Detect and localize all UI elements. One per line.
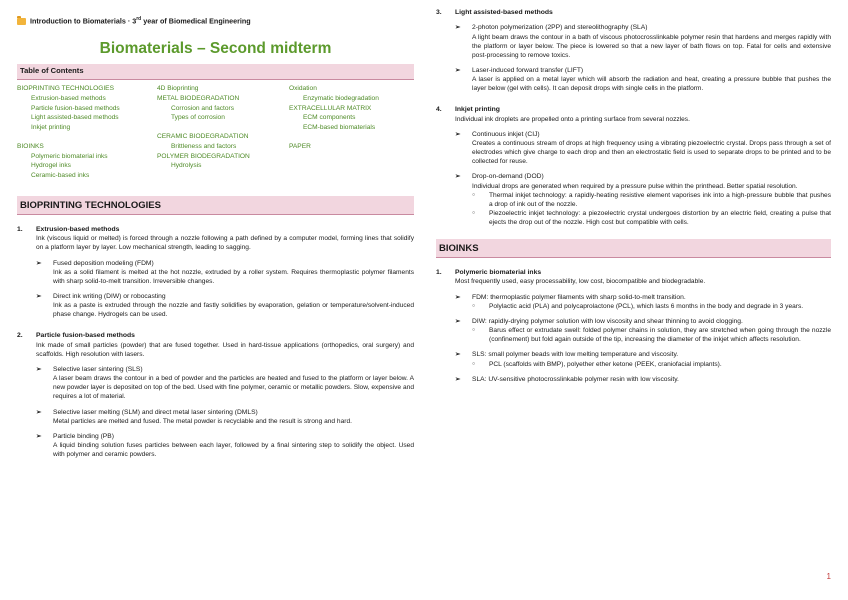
arrow-bullet-icon: ➢	[36, 259, 42, 267]
item-text: Ink (viscous liquid or melted) is forced through a nozzle following a path defined by a computer model, forming lines that solidify on a platform layer by layer. Low mechanical strength, leading to sagging.	[36, 235, 414, 252]
item-number: 3.	[436, 9, 442, 16]
toc-entry: POLYMER BIODEGRADATION	[157, 152, 250, 160]
bullet-text: Thermal inkjet technology: a rapidly-heating resistive element vaporises ink into a high-pressure bubble that pushes a drop of ink out of the nozzle.	[489, 191, 831, 208]
circle-bullet-icon: ○	[472, 360, 476, 367]
numbered-item	[436, 105, 831, 227]
sub-item-title	[36, 432, 414, 441]
circle-bullet-icon: ○	[472, 327, 476, 334]
item-title-text: Inkjet printing	[455, 106, 500, 114]
toc-subentry: Polymeric biomaterial inks	[31, 152, 108, 160]
circle-bullet-icon: ○	[472, 302, 476, 309]
sub-item-text: Metal particles are melted and fused. The metal powder is recyclable and the result is strong and hard.	[53, 417, 352, 425]
arrow-bullet-icon: ➢	[36, 432, 42, 440]
item-title-text: Light assisted-based methods	[455, 9, 553, 16]
sub-item	[17, 408, 414, 426]
sub-item-title	[455, 66, 831, 75]
item-text: Individual ink droplets are propelled onto a printing surface from several nozzles.	[455, 115, 690, 123]
arrow-bullet-icon: ➢	[36, 366, 42, 373]
section-heading-bioprinting: BIOPRINTING TECHNOLOGIES	[17, 196, 414, 215]
sub-item-text: Ink as a solid filament is melted at the hot nozzle, extruded by a roller system. Requires thermoplastic polymer filaments with sharp solid-to-melt transition. Irreversible changes.	[53, 268, 414, 285]
arrow-bullet-icon: ➢	[455, 293, 461, 301]
sub-item-title	[455, 375, 831, 384]
item-number: 1.	[436, 269, 442, 277]
bioprinting-items	[17, 225, 414, 459]
item-text: Most frequently used, easy processability, low cost, biocompatible and biodegradable.	[455, 278, 706, 286]
toc-subentry: Hydrogel inks	[31, 162, 71, 170]
folder-icon	[17, 18, 26, 25]
toc-subentry: Inkjet printing	[31, 124, 71, 131]
item-number: 4.	[436, 106, 442, 114]
arrow-bullet-icon: ➢	[36, 293, 42, 300]
arrow-bullet-icon: ➢	[455, 375, 461, 383]
toc-column-1	[17, 84, 157, 196]
circle-bullet-item	[455, 209, 831, 227]
toc-gap	[289, 133, 414, 142]
numbered-item	[17, 331, 414, 459]
sub-item-title-text: FDM: thermoplastic polymer filaments with sharp solid-to-melt transition.	[472, 293, 686, 301]
sub-item-title-text: Selective laser melting (SLM) and direct metal laser sintering (DMLS)	[53, 408, 258, 416]
circle-bullet-icon: ○	[472, 191, 476, 198]
sub-item-title	[36, 365, 414, 374]
numbered-item	[436, 8, 831, 93]
arrow-bullet-icon: ➢	[455, 130, 461, 138]
item-title-text: Polymeric biomaterial inks	[455, 269, 542, 277]
item-title	[436, 268, 831, 277]
sub-item-title	[36, 259, 414, 268]
toc-subentry: Light assisted-based methods	[31, 114, 119, 122]
item-number: 1.	[17, 226, 23, 233]
toc-subentry: Enzymatic biodegradation	[303, 94, 379, 102]
toc-subentry: Brittleness and factors	[171, 142, 237, 150]
sub-item	[436, 66, 831, 93]
right-column	[436, 9, 831, 384]
sub-item-title	[455, 23, 831, 32]
bullet-text: Polylactic acid (PLA) and polycaprolactone (PCL), which lasts 6 months in the body and degrade in 3 years.	[489, 302, 804, 310]
toc-subentry: Particle fusion-based methods	[31, 104, 120, 112]
sub-item-text: A light beam draws the contour in a bath of viscous photocrosslinkable polymer resin that hardens and merges rapidly with the platform or layer below. The piece is lowered so that a new layer of bath flows on top. Fatal for cells and extensive post-processing to remove toxics.	[472, 33, 831, 59]
section-heading-bioinks: BIOINKS	[436, 239, 831, 258]
item-title-text: Extrusion-based methods	[36, 226, 120, 233]
toc-entry: PAPER	[289, 142, 311, 150]
toc-gap	[157, 123, 289, 132]
document-title: Biomaterials – Second midterm	[99, 40, 332, 57]
sub-item-title-text: Continuous inkjet (CIJ)	[472, 130, 540, 138]
toc-entry: EXTRACELLULAR MATRIX	[289, 104, 372, 112]
sub-item	[17, 432, 414, 459]
item-number: 2.	[17, 332, 23, 340]
toc-subentry: ECM-based biomaterials	[303, 124, 376, 131]
sub-item-text: Ink as a paste is extruded through the nozzle and fastly solidifies by evaporation, gelation or temperature/solvent-induced phase change. Hydrogels can be used.	[53, 302, 414, 319]
circle-bullet-icon: ○	[472, 209, 476, 216]
sub-item-title-text: Selective laser sintering (SLS)	[53, 366, 143, 373]
sub-item-title	[455, 350, 831, 359]
arrow-bullet-icon: ➢	[455, 351, 461, 359]
item-title	[17, 331, 414, 340]
sub-item-text: Individual drops are generated when required by a pressure pulse within the printhead. Better spatial resolution.	[472, 182, 798, 190]
table-of-contents	[17, 80, 414, 196]
sub-item-title-text: Drop-on-demand (DOD)	[472, 173, 544, 181]
arrow-bullet-icon: ➢	[455, 24, 461, 32]
sub-item-title-text: Particle binding (PB)	[53, 432, 114, 440]
sub-item-title	[455, 172, 831, 181]
toc-subentry: Corrosion and factors	[171, 104, 235, 112]
item-title-text: Particle fusion-based methods	[36, 332, 135, 340]
arrow-bullet-icon: ➢	[455, 317, 461, 325]
sub-item	[436, 130, 831, 167]
sub-item-title	[36, 408, 414, 417]
toc-entry: BIOINKS	[17, 142, 44, 150]
toc-entry: CERAMIC BIODEGRADATION	[157, 133, 249, 140]
toc-subentry: Types of corrosion	[171, 114, 225, 122]
sub-item-title-text: Direct ink writing (DIW) or robocasting	[53, 293, 166, 300]
circle-bullet-item	[455, 326, 831, 344]
toc-entry: 4D Bioprinting	[157, 85, 199, 92]
sub-item-title-text: SLS: small polymer beads with low melting temperature and viscosity.	[472, 351, 679, 359]
toc-subentry: ECM components	[303, 114, 356, 122]
sub-item-title-text: SLA: UV-sensitive photocrosslinkable polymer resin with low viscosity.	[472, 375, 679, 383]
left-column	[17, 14, 414, 459]
toc-subentry: Ceramic-based inks	[31, 172, 90, 179]
right-items	[436, 8, 831, 227]
sub-item-title-text: Fused deposition modeling (FDM)	[53, 259, 154, 267]
circle-bullet-item	[455, 360, 831, 369]
item-title	[436, 105, 831, 114]
bullet-text: Barus effect or extrudate swell: folded polymer chains in solution, they are stretched when going through the nozzle (confinement) but fold again outside of the tip, increasing the diameter of the inkjet which affects resolution.	[489, 327, 831, 344]
toc-column-3	[289, 84, 414, 196]
toc-subentry: Hydrolysis	[171, 162, 202, 170]
item-title	[17, 225, 414, 234]
sub-item-text: A liquid binding solution fuses particles between each layer, followed by a final sintering step to solidify the object. Used with polymer and ceramic powders.	[53, 442, 414, 459]
page-number: 1	[826, 571, 831, 581]
sub-item	[17, 259, 414, 286]
sub-item-title-text: Laser-induced forward transfer (LIFT)	[472, 66, 584, 74]
numbered-item	[17, 225, 414, 319]
toc-entry: Oxidation	[289, 85, 317, 92]
item-title	[436, 8, 831, 17]
circle-bullet-item	[455, 302, 831, 311]
sub-item	[17, 365, 414, 402]
sub-item	[436, 375, 831, 384]
sub-item	[436, 172, 831, 227]
sub-item-title-text: 2-photon polymerization (2PP) and stereolithography (SLA)	[472, 24, 648, 32]
toc-heading: Table of Contents	[17, 64, 414, 80]
arrow-bullet-icon: ➢	[36, 408, 42, 416]
toc-gap	[17, 133, 157, 142]
bullet-text: Piezoelectric inkjet technology: a piezoelectric crystal undergoes distortion by an electric field, creating a pulse that ejects the drop out of the nozzle. High cost but compatible with cells.	[489, 209, 831, 226]
sub-item-title	[455, 317, 831, 326]
toc-entry: BIOPRINTING TECHNOLOGIES	[17, 85, 114, 92]
arrow-bullet-icon: ➢	[455, 173, 461, 181]
circle-bullet-item	[455, 191, 831, 209]
bioinks-section	[436, 268, 831, 384]
sub-item	[17, 292, 414, 319]
header-text: Introduction to Biomaterials · 3rd year of Biomedical Engineering	[30, 15, 251, 26]
sub-item	[436, 293, 831, 311]
toc-entry: METAL BIODEGRADATION	[157, 94, 240, 102]
item-text: Ink made of small particles (powder) that are fused together. Used in hard-tissue applications (orthopedics, oral surgery) and scaffolds. High resolution with lasers.	[36, 341, 414, 358]
sub-item-text: A laser beam draws the contour in a bed of powder and the particles are heated and fused to the platform or layer below. A new powder layer is deposited on top of the bed. Used with fine polymer, ceramic or metallic powders. Slow, expensive and requires a lot of material.	[53, 375, 414, 401]
arrow-bullet-icon: ➢	[455, 66, 461, 74]
bullet-text: PCL (scaffolds with BMP), polyether ether ketone (PEEK, craniofacial implants).	[489, 360, 722, 368]
sub-item	[436, 23, 831, 60]
toc-subentry: Extrusion-based methods	[31, 94, 106, 102]
sub-item-text: A laser is applied on a metal layer which will absorb the radiation and heat, creating a pressure bubble that pushes the layer below (gel with cells). It can deposit drops with single cells in the platform.	[472, 76, 831, 93]
sub-item-title-text: DIW: rapidly-drying polymer solution with low viscosity and shear thinning to avoid clogging.	[472, 317, 743, 325]
numbered-item	[436, 268, 831, 384]
sub-item-title	[455, 130, 831, 139]
sub-item	[436, 350, 831, 368]
sub-item-title	[36, 292, 414, 301]
document-header	[17, 14, 414, 28]
sub-item-title	[455, 293, 831, 302]
sub-item-text: Creates a continuous stream of drops at high frequency using a vibrating piezoelectric crystal. Drops pass through a set of electrodes which give charge to each drop and then an electrostatic field is used to separate drops to be printed and to be collected for reuse.	[472, 140, 831, 166]
sub-item	[436, 317, 831, 344]
toc-column-2	[157, 84, 289, 196]
